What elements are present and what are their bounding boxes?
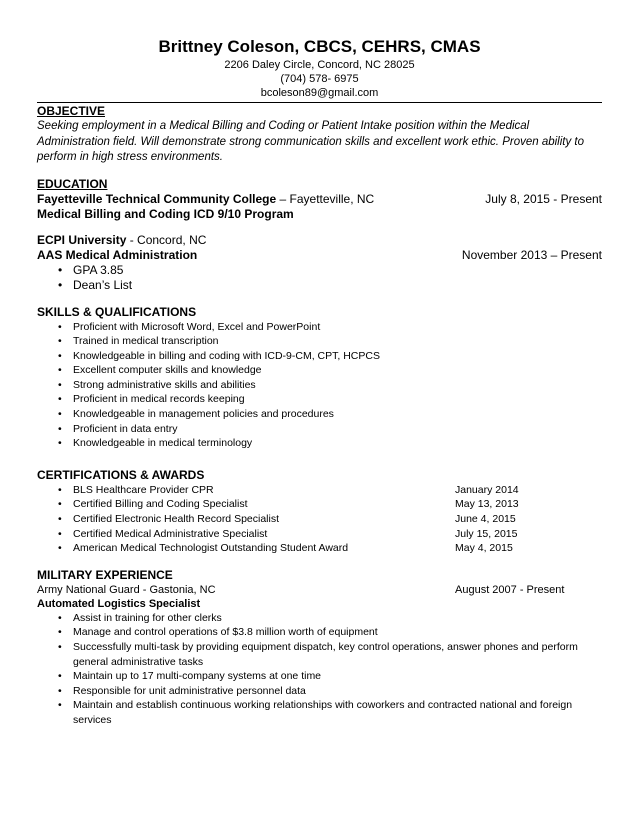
list-item: • Trained in medical transcription — [37, 334, 602, 349]
list-item: • Knowledgeable in billing and coding with ICD-9-CM, CPT, HCPCS — [37, 349, 602, 364]
school-location: - Concord, NC — [126, 232, 207, 247]
military-org: Army National Guard - Gastonia, NC — [37, 583, 216, 596]
list-item — [37, 512, 602, 527]
cert-name: • American Medical Technologist Outstanding Student Award — [73, 542, 349, 555]
list-item: • Proficient with Microsoft Word, Excel and PowerPoint — [37, 320, 602, 335]
cert-name: • Certified Billing and Coding Specialist — [73, 498, 248, 511]
list-item: • Assist in training for other clerks — [37, 611, 602, 626]
list-item: • Responsible for unit administrative personnel data — [37, 684, 602, 699]
military-org-row — [37, 583, 602, 597]
objective-heading: OBJECTIVE — [37, 104, 106, 118]
education-heading: EDUCATION — [37, 176, 108, 191]
degree-row — [37, 248, 602, 263]
skills-heading: SKILLS & QUALIFICATIONS — [37, 304, 197, 319]
school-name: Fayetteville Technical Community College — [37, 191, 277, 206]
objective-text: Seeking employment in a Medical Billing and Coding or Patient Intake position within the Medical Administration field. Will demonstrate strong communication skills and excellent work ethic. Proven ability to perform in high stress environments. — [37, 120, 585, 163]
military-heading: MILITARY EXPERIENCE — [37, 567, 173, 582]
list-item — [37, 483, 602, 498]
education-entry-ftcc — [37, 192, 602, 207]
education-entry-ecpi — [37, 233, 602, 248]
list-item — [37, 541, 602, 556]
resume-page — [37, 36, 602, 728]
cert-name: • Certified Medical Administrative Specialist — [73, 527, 268, 540]
list-item — [37, 527, 602, 542]
candidate-name: Brittney Coleson, CBCS, CEHRS, CMAS — [158, 37, 481, 56]
list-item: • Manage and control operations of $3.8 million worth of equipment — [37, 625, 602, 640]
list-item: • Strong administrative skills and abilities — [37, 378, 602, 393]
email: bcoleson89@gmail.com — [260, 87, 379, 99]
cert-name: • Certified Electronic Health Record Specialist — [73, 513, 280, 526]
header-divider — [37, 102, 602, 103]
military-title: Automated Logistics Specialist — [37, 597, 201, 610]
certifications-heading: CERTIFICATIONS & AWARDS — [37, 467, 205, 482]
cert-name: • BLS Healthcare Provider CPR — [73, 483, 214, 496]
list-item: • GPA 3.85 — [37, 263, 602, 279]
list-item: • Successfully multi-task by providing equipment dispatch, key control operations, answer phones and perform general administrative tasks — [37, 640, 602, 669]
list-item: • Proficient in data entry — [37, 422, 602, 437]
military-title-row — [37, 597, 602, 611]
military-list — [37, 611, 602, 728]
degree-date: November 2013 – Present — [461, 247, 602, 262]
cert-date: July 15, 2015 — [455, 527, 518, 540]
address: 2206 Daley Circle, Concord, NC 28025 — [224, 59, 415, 71]
military-date: August 2007 - Present — [455, 583, 565, 596]
cert-date: January 2014 — [455, 483, 519, 496]
program-name: Medical Billing and Coding ICD 9/10 Program — [37, 206, 294, 221]
cert-date: May 13, 2013 — [455, 498, 519, 511]
resume-header — [37, 36, 602, 100]
education-list — [37, 263, 602, 294]
list-item: • Proficient in medical records keeping — [37, 392, 602, 407]
phone: (704) 578- 6975 — [280, 73, 359, 85]
list-item: • Knowledgeable in management policies and procedures — [37, 407, 602, 422]
list-item: • Maintain and establish continuous working relationships with coworkers and contracted national and foreign services — [37, 698, 602, 727]
list-item — [37, 497, 602, 512]
list-item: • Dean’s List — [37, 278, 602, 294]
school-location: – Fayetteville, NC — [276, 191, 375, 206]
school-name: ECPI University — [37, 232, 127, 247]
list-item: • Knowledgeable in medical terminology — [37, 436, 602, 451]
cert-date: May 4, 2015 — [455, 542, 513, 555]
cert-date: June 4, 2015 — [455, 513, 516, 526]
school-date: July 8, 2015 - Present — [485, 191, 602, 206]
list-item: • Maintain up to 17 multi-company systems at one time — [37, 669, 602, 684]
skills-list — [37, 320, 602, 451]
degree-name: AAS Medical Administration — [37, 247, 198, 262]
certifications-list — [37, 483, 602, 556]
list-item: • Excellent computer skills and knowledge — [37, 363, 602, 378]
